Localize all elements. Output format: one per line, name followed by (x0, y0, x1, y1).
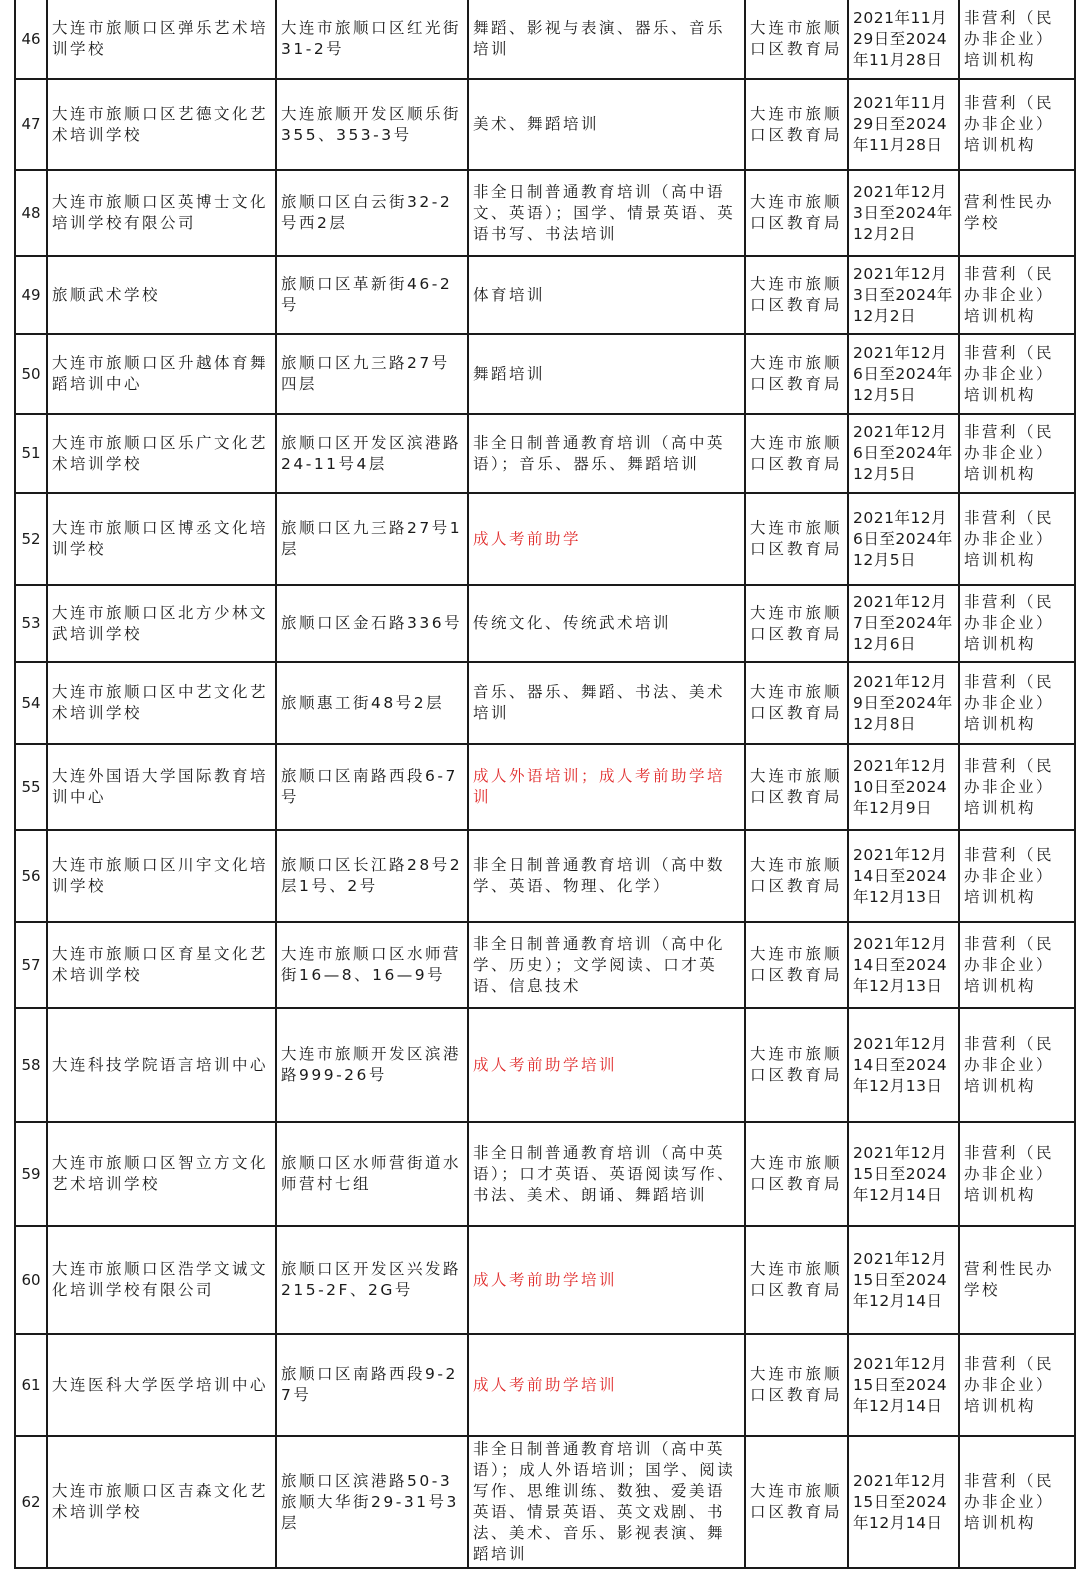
license-period-cell: 2021年12月15日至2024年12月14日 (848, 1226, 959, 1334)
institution-name-cell: 大连市旅顺口区艺德文化艺术培训学校 (47, 79, 276, 170)
table-row (15, 585, 1075, 662)
institution-name-cell: 大连市旅顺口区博丞文化培训学校 (47, 493, 276, 585)
institution-type-cell: 非营利（民办非企业）培训机构 (959, 744, 1075, 830)
institution-address-cell: 旅顺口区南路西段9-27号 (276, 1334, 468, 1436)
row-number-cell: 54 (15, 662, 47, 744)
institution-name-cell: 大连市旅顺口区弹乐艺术培训学校 (47, 0, 276, 79)
institution-type-cell: 非营利（民办非企业）培训机构 (959, 334, 1075, 414)
approval-department-cell: 大连市旅顺口区教育局 (745, 256, 848, 334)
institution-address-cell: 旅顺口区长江路28号2层1号、2号 (276, 830, 468, 922)
license-period-cell: 2021年12月6日至2024年12月5日 (848, 414, 959, 493)
institution-name-cell: 大连市旅顺口区育星文化艺术培训学校 (47, 922, 276, 1008)
row-number-cell: 47 (15, 79, 47, 170)
row-number-cell: 46 (15, 0, 47, 79)
row-number-cell: 60 (15, 1226, 47, 1334)
institution-type-cell: 非营利（民办非企业）培训机构 (959, 79, 1075, 170)
institution-address-cell: 旅顺口区南路西段6-7号 (276, 744, 468, 830)
license-period-cell: 2021年12月6日至2024年12月5日 (848, 493, 959, 585)
institution-address-cell: 旅顺口区滨港路50-3旅顺大华街29-31号3层 (276, 1436, 468, 1568)
institution-address-cell: 旅顺口区水师营街道水师营村七组 (276, 1122, 468, 1226)
approval-department-cell: 大连市旅顺口区教育局 (745, 493, 848, 585)
license-period-cell: 2021年12月14日至2024年12月13日 (848, 1008, 959, 1122)
row-number-cell: 48 (15, 170, 47, 256)
training-scope-cell: 成人考前助学培训 (468, 1008, 745, 1122)
license-period-cell: 2021年12月15日至2024年12月14日 (848, 1436, 959, 1568)
institution-type-cell: 非营利（民办非企业）培训机构 (959, 1008, 1075, 1122)
row-number-cell: 62 (15, 1436, 47, 1568)
row-number-cell: 57 (15, 922, 47, 1008)
row-number-cell: 56 (15, 830, 47, 922)
institution-address-cell: 旅顺口区金石路336号 (276, 585, 468, 662)
table-row (15, 256, 1075, 334)
institution-type-cell: 非营利（民办非企业）培训机构 (959, 830, 1075, 922)
row-number-cell: 51 (15, 414, 47, 493)
institution-type-cell: 非营利（民办非企业）培训机构 (959, 922, 1075, 1008)
institution-name-cell: 大连市旅顺口区升越体育舞蹈培训中心 (47, 334, 276, 414)
training-scope-cell: 非全日制普通教育培训（高中英语）；音乐、器乐、舞蹈培训 (468, 414, 745, 493)
license-period-cell: 2021年12月6日至2024年12月5日 (848, 334, 959, 414)
training-scope-cell: 成人考前助学培训 (468, 1226, 745, 1334)
approval-department-cell: 大连市旅顺口区教育局 (745, 1008, 848, 1122)
license-period-cell: 2021年12月3日至2024年12月2日 (848, 256, 959, 334)
institution-type-cell: 非营利（民办非企业）培训机构 (959, 256, 1075, 334)
license-period-cell: 2021年12月15日至2024年12月14日 (848, 1122, 959, 1226)
institution-name-cell: 大连科技学院语言培训中心 (47, 1008, 276, 1122)
training-scope-cell: 体育培训 (468, 256, 745, 334)
training-scope-cell: 非全日制普通教育培训（高中数学、英语、物理、化学） (468, 830, 745, 922)
approval-department-cell: 大连市旅顺口区教育局 (745, 0, 848, 79)
training-scope-cell: 舞蹈培训 (468, 334, 745, 414)
license-period-cell: 2021年12月3日至2024年12月2日 (848, 170, 959, 256)
institution-name-cell: 大连医科大学医学培训中心 (47, 1334, 276, 1436)
institution-type-cell: 非营利（民办非企业）培训机构 (959, 414, 1075, 493)
institution-type-cell: 非营利（民办非企业）培训机构 (959, 1122, 1075, 1226)
registry-table (14, 0, 1076, 1569)
table-row (15, 170, 1075, 256)
approval-department-cell: 大连市旅顺口区教育局 (745, 79, 848, 170)
training-scope-cell: 非全日制普通教育培训（高中英语）；口才英语、英语阅读写作、书法、美术、朗诵、舞蹈培训 (468, 1122, 745, 1226)
approval-department-cell: 大连市旅顺口区教育局 (745, 334, 848, 414)
institution-name-cell: 大连市旅顺口区乐广文化艺术培训学校 (47, 414, 276, 493)
table-row (15, 1122, 1075, 1226)
registry-table-wrapper (14, 0, 1074, 1569)
approval-department-cell: 大连市旅顺口区教育局 (745, 170, 848, 256)
training-scope-cell: 非全日制普通教育培训（高中语文、英语）；国学、情景英语、英语书写、书法培训 (468, 170, 745, 256)
institution-name-cell: 大连市旅顺口区中艺文化艺术培训学校 (47, 662, 276, 744)
institution-address-cell: 旅顺口区革新街46-2号 (276, 256, 468, 334)
license-period-cell: 2021年11月29日至2024年11月28日 (848, 0, 959, 79)
institution-name-cell: 大连市旅顺口区智立方文化艺术培训学校 (47, 1122, 276, 1226)
institution-type-cell: 非营利（民办非企业）培训机构 (959, 493, 1075, 585)
table-row (15, 1226, 1075, 1334)
institution-type-cell: 非营利（民办非企业）培训机构 (959, 662, 1075, 744)
institution-type-cell: 非营利（民办非企业）培训机构 (959, 1334, 1075, 1436)
license-period-cell: 2021年12月7日至2024年12月6日 (848, 585, 959, 662)
institution-address-cell: 旅顺口区九三路27号1层 (276, 493, 468, 585)
institution-address-cell: 旅顺口区九三路27号四层 (276, 334, 468, 414)
table-row (15, 493, 1075, 585)
approval-department-cell: 大连市旅顺口区教育局 (745, 585, 848, 662)
training-scope-cell: 成人考前助学 (468, 493, 745, 585)
institution-address-cell: 旅顺口区开发区滨港路24-11号4层 (276, 414, 468, 493)
institution-address-cell: 大连市旅顺开发区滨港路999-26号 (276, 1008, 468, 1122)
table-row (15, 0, 1075, 79)
approval-department-cell: 大连市旅顺口区教育局 (745, 1334, 848, 1436)
license-period-cell: 2021年12月14日至2024年12月13日 (848, 922, 959, 1008)
row-number-cell: 55 (15, 744, 47, 830)
training-scope-cell: 非全日制普通教育培训（高中英语）；成人外语培训；国学、阅读写作、思维训练、数独、爱美语英语、情景英语、英文戏剧、书法、美术、音乐、影视表演、舞蹈培训 (468, 1436, 745, 1568)
approval-department-cell: 大连市旅顺口区教育局 (745, 1122, 848, 1226)
license-period-cell: 2021年12月15日至2024年12月14日 (848, 1334, 959, 1436)
approval-department-cell: 大连市旅顺口区教育局 (745, 1436, 848, 1568)
institution-name-cell: 大连市旅顺口区川宇文化培训学校 (47, 830, 276, 922)
approval-department-cell: 大连市旅顺口区教育局 (745, 744, 848, 830)
table-row (15, 662, 1075, 744)
table-row (15, 1008, 1075, 1122)
approval-department-cell: 大连市旅顺口区教育局 (745, 922, 848, 1008)
table-row (15, 79, 1075, 170)
approval-department-cell: 大连市旅顺口区教育局 (745, 662, 848, 744)
institution-name-cell: 旅顺武术学校 (47, 256, 276, 334)
row-number-cell: 53 (15, 585, 47, 662)
table-row (15, 922, 1075, 1008)
approval-department-cell: 大连市旅顺口区教育局 (745, 830, 848, 922)
institution-address-cell: 旅顺惠工街48号2层 (276, 662, 468, 744)
training-scope-cell: 音乐、器乐、舞蹈、书法、美术培训 (468, 662, 745, 744)
institution-name-cell: 大连外国语大学国际教育培训中心 (47, 744, 276, 830)
registry-table-body (15, 0, 1075, 1568)
table-row (15, 1334, 1075, 1436)
approval-department-cell: 大连市旅顺口区教育局 (745, 414, 848, 493)
institution-type-cell: 营利性民办学校 (959, 170, 1075, 256)
training-scope-cell: 美术、舞蹈培训 (468, 79, 745, 170)
table-row (15, 414, 1075, 493)
institution-address-cell: 大连市旅顺口区水师营街16—8、16—9号 (276, 922, 468, 1008)
training-scope-cell: 成人外语培训；成人考前助学培训 (468, 744, 745, 830)
institution-address-cell: 旅顺口区白云街32-2号西2层 (276, 170, 468, 256)
training-scope-cell: 成人考前助学培训 (468, 1334, 745, 1436)
table-row (15, 1436, 1075, 1568)
institution-name-cell: 大连市旅顺口区浩学文诚文化培训学校有限公司 (47, 1226, 276, 1334)
institution-type-cell: 非营利（民办非企业）培训机构 (959, 0, 1075, 79)
institution-name-cell: 大连市旅顺口区北方少林文武培训学校 (47, 585, 276, 662)
training-scope-cell: 非全日制普通教育培训（高中化学、历史）；文学阅读、口才英语、信息技术 (468, 922, 745, 1008)
institution-name-cell: 大连市旅顺口区英博士文化培训学校有限公司 (47, 170, 276, 256)
training-scope-cell: 舞蹈、影视与表演、器乐、音乐培训 (468, 0, 745, 79)
institution-type-cell: 非营利（民办非企业）培训机构 (959, 585, 1075, 662)
row-number-cell: 61 (15, 1334, 47, 1436)
license-period-cell: 2021年11月29日至2024年11月28日 (848, 79, 959, 170)
license-period-cell: 2021年12月14日至2024年12月13日 (848, 830, 959, 922)
row-number-cell: 58 (15, 1008, 47, 1122)
training-scope-cell: 传统文化、传统武术培训 (468, 585, 745, 662)
institution-type-cell: 营利性民办学校 (959, 1226, 1075, 1334)
institution-address-cell: 旅顺口区开发区兴发路215-2F、2G号 (276, 1226, 468, 1334)
license-period-cell: 2021年12月10日至2024年12月9日 (848, 744, 959, 830)
institution-name-cell: 大连市旅顺口区吉森文化艺术培训学校 (47, 1436, 276, 1568)
table-row (15, 744, 1075, 830)
row-number-cell: 49 (15, 256, 47, 334)
row-number-cell: 52 (15, 493, 47, 585)
table-row (15, 334, 1075, 414)
table-row (15, 830, 1075, 922)
license-period-cell: 2021年12月9日至2024年12月8日 (848, 662, 959, 744)
approval-department-cell: 大连市旅顺口区教育局 (745, 1226, 848, 1334)
institution-address-cell: 大连旅顺开发区顺乐街355、353-3号 (276, 79, 468, 170)
institution-address-cell: 大连市旅顺口区红光街31-2号 (276, 0, 468, 79)
institution-type-cell: 非营利（民办非企业）培训机构 (959, 1436, 1075, 1568)
row-number-cell: 50 (15, 334, 47, 414)
row-number-cell: 59 (15, 1122, 47, 1226)
